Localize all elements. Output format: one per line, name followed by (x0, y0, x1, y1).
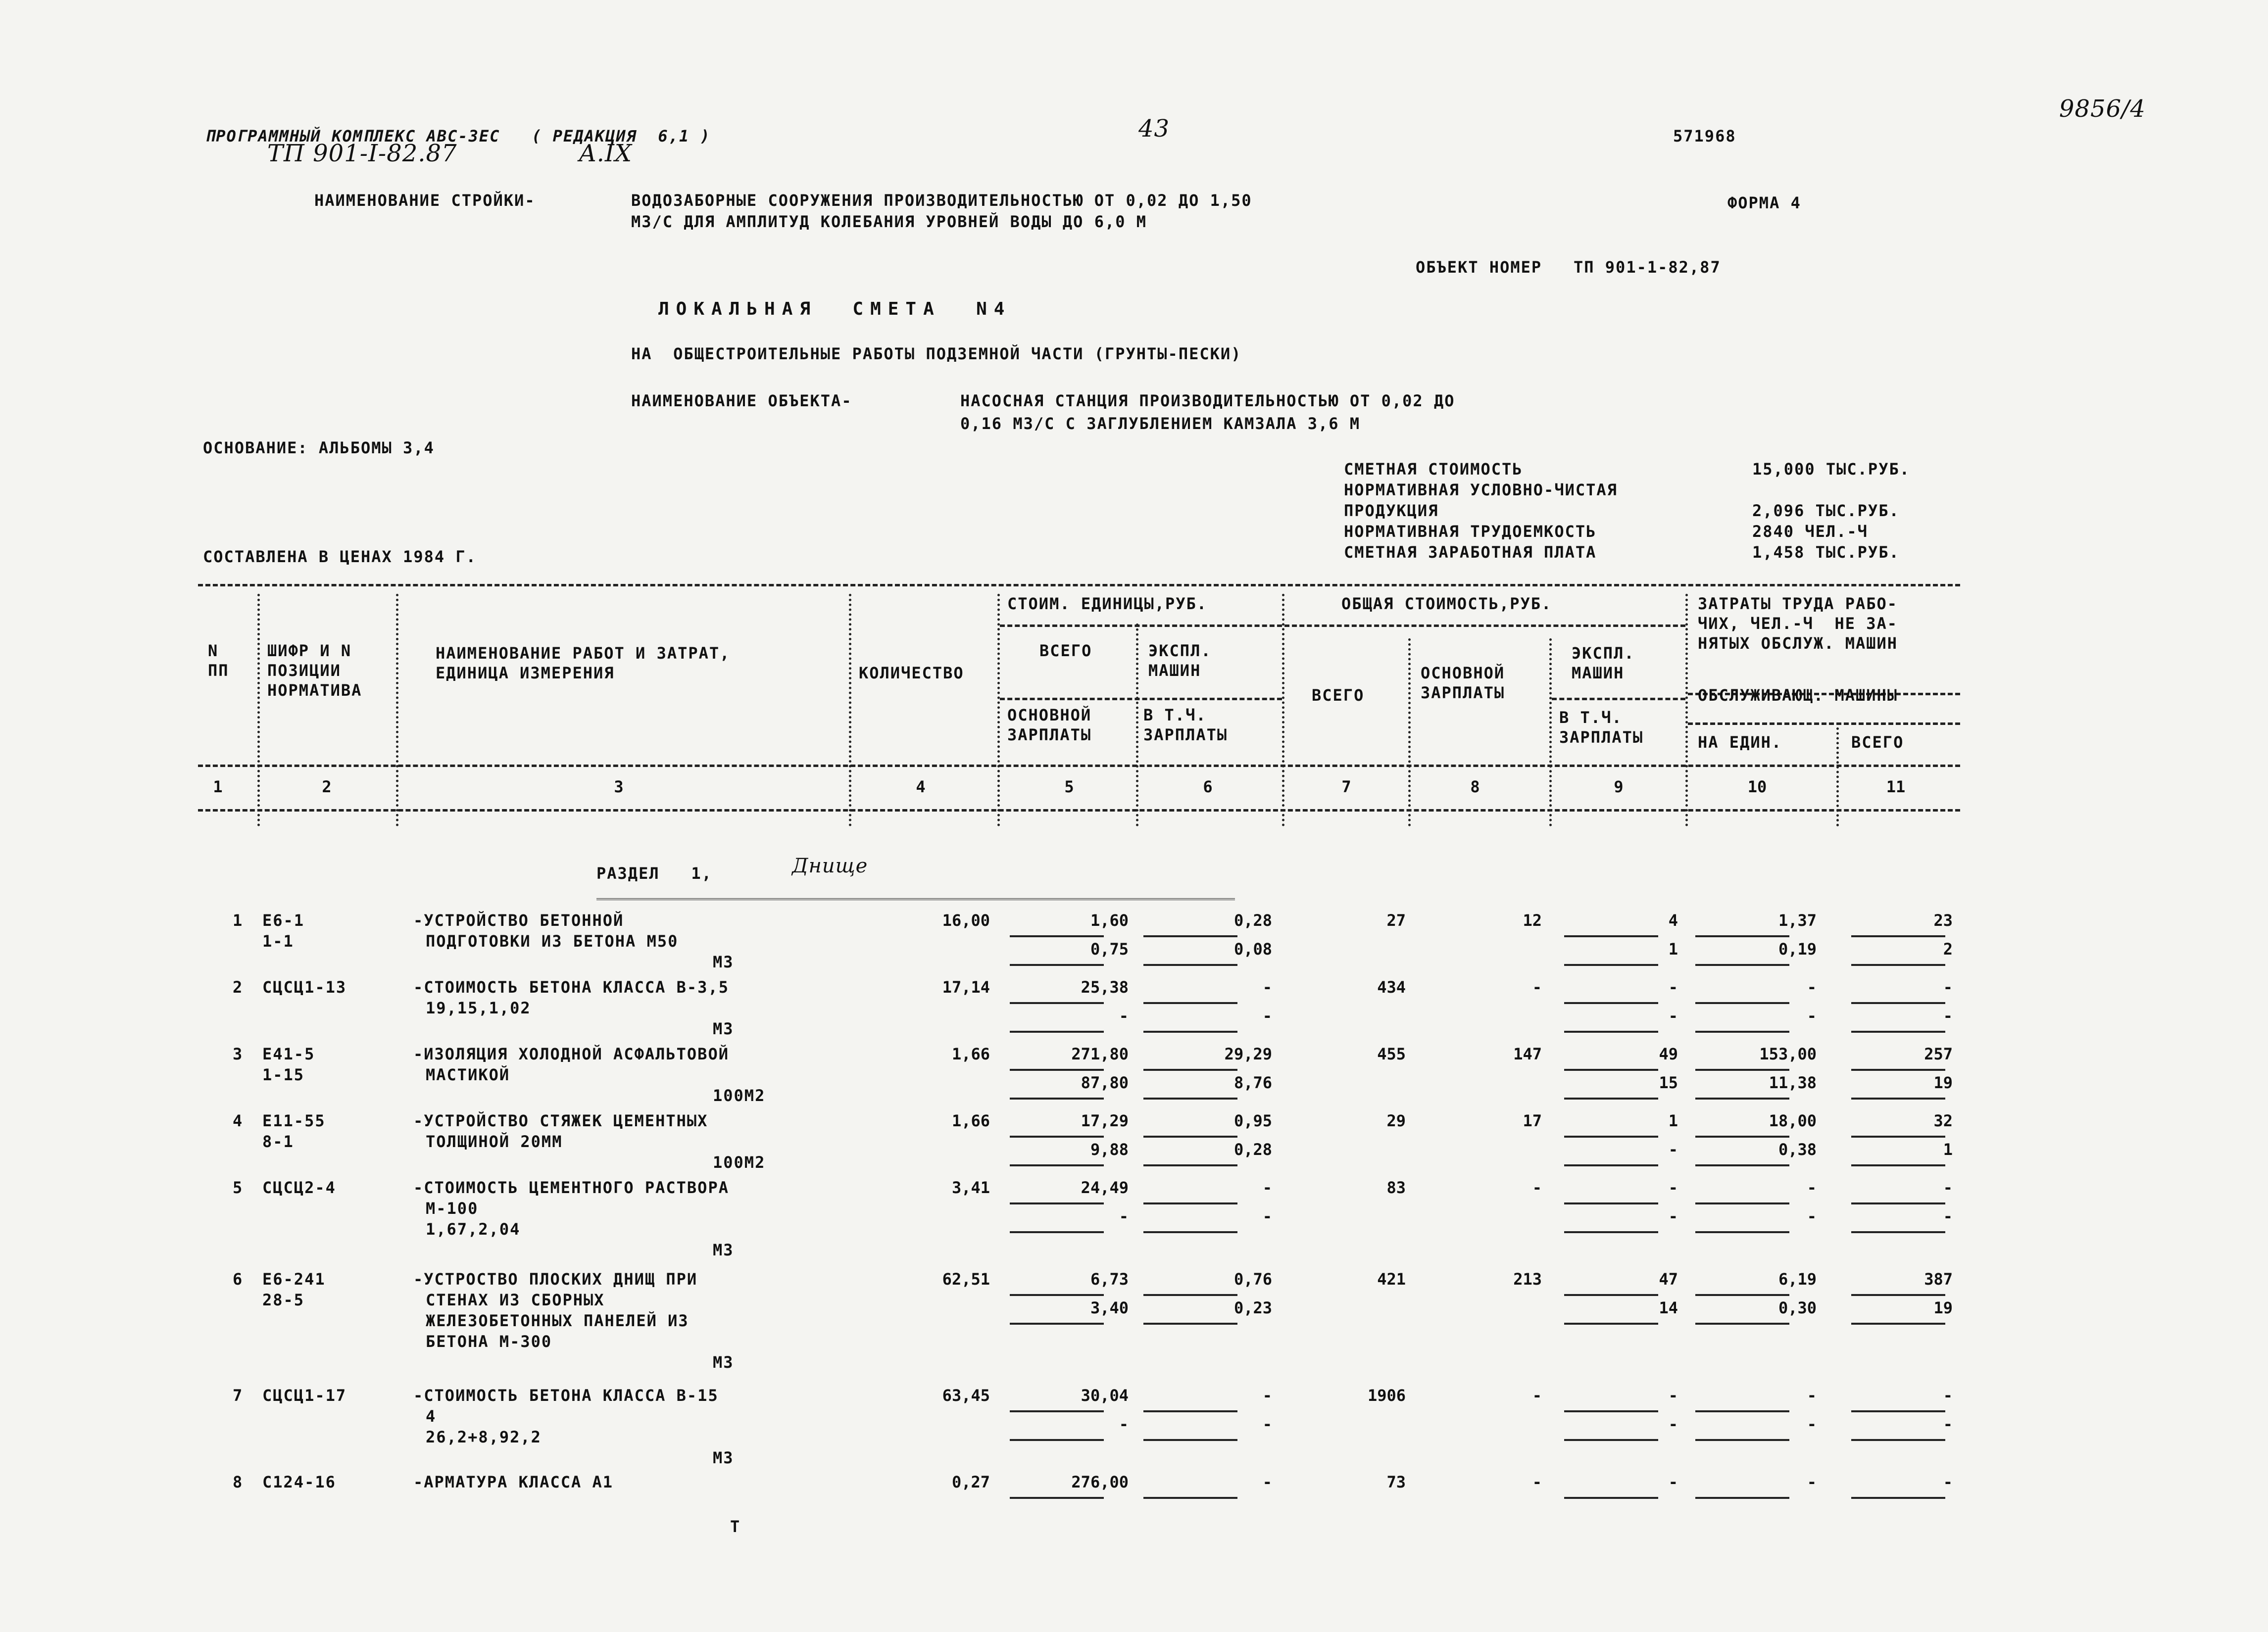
cell-separator (1010, 1497, 1104, 1499)
summary-value: 2840 ЧЕЛ.-Ч (1752, 522, 1868, 541)
cell-separator (1851, 964, 1945, 966)
section-underline (596, 898, 1235, 900)
cell-separator (1851, 1323, 1945, 1325)
cell-separator (1564, 1497, 1658, 1499)
cell-separator (1564, 1439, 1658, 1441)
row-cell-qty: 3,41 (951, 1178, 990, 1197)
row-cell-c11: - (1943, 1473, 1953, 1491)
cell-separator (1564, 1098, 1658, 1100)
head-vsego: ВСЕГО (1039, 641, 1092, 660)
row-cell-c9: - (1668, 1473, 1678, 1491)
cell-separator (1143, 935, 1237, 937)
row-code-position: 1-1 (262, 932, 294, 951)
row-cell-c8: 17 (1523, 1111, 1542, 1130)
row-unit: М3 (713, 953, 734, 971)
cell-separator (1851, 1069, 1945, 1071)
row-cell-c5: 24,49 (1081, 1178, 1129, 1197)
summary-label: ПРОДУКЦИЯ (1344, 501, 1439, 520)
row-unit: М3 (713, 1448, 734, 1467)
row-unit: 100М2 (713, 1153, 766, 1172)
head-t-osn: ОСНОВНОЙ ЗАРПЛАТЫ (1421, 664, 1505, 702)
row-code: Е11-55 (262, 1111, 326, 1130)
row-cell-c11: - (1943, 1386, 1953, 1405)
row-cell-c11b: - (1943, 1007, 1953, 1025)
row-cell-c10b: - (1807, 1415, 1817, 1434)
col-number: 9 (1614, 777, 1624, 796)
row-cell-c5: 6,73 (1090, 1270, 1129, 1289)
row-cell-qty: 63,45 (942, 1386, 990, 1405)
head-labor: ЗАТРАТЫ ТРУДА РАБО- ЧИХ, ЧЕЛ.-Ч НЕ ЗА- НЯТЫХ ОБСЛУЖ. МАШИН (1698, 594, 1898, 653)
row-cell-c11: - (1943, 1178, 1953, 1197)
row-cell-c5: 17,29 (1081, 1111, 1129, 1130)
row-code: С124-16 (262, 1473, 336, 1491)
row-cell-c9b: - (1668, 1207, 1678, 1226)
cell-separator (1695, 935, 1789, 937)
cell-separator (1564, 1410, 1658, 1412)
row-cell-c10: - (1807, 1178, 1817, 1197)
cell-separator (1851, 1231, 1945, 1233)
cell-separator (1143, 1439, 1237, 1441)
row-cell-c10b: 0,19 (1778, 940, 1817, 959)
row-cell-qty: 17,14 (942, 978, 990, 997)
summary-label: НОРМАТИВНАЯ УСЛОВНО-ЧИСТАЯ (1344, 480, 1618, 499)
numbers-bottom-rule (198, 809, 1960, 812)
head-na-ed: НА ЕДИН. (1698, 733, 1782, 752)
row-cell-c9: 1 (1668, 1111, 1678, 1130)
cell-separator (1851, 1294, 1945, 1296)
col-number: 7 (1341, 777, 1351, 796)
head-total-cost: ОБЩАЯ СТОИМОСТЬ,РУБ. (1341, 594, 1552, 613)
row-name: -АРМАТУРА КЛАССА А1 (413, 1473, 614, 1491)
object-number: ОБЪЕКТ НОМЕР ТП 901-1-82,87 (1416, 258, 1721, 277)
row-cell-c6: - (1262, 1178, 1272, 1197)
row-cell-c7: 434 (1377, 978, 1406, 997)
stroika-label: НАИМЕНОВАНИЕ СТРОЙКИ- (314, 191, 536, 210)
cell-separator (1695, 1294, 1789, 1296)
row-cell-c11b: - (1943, 1415, 1953, 1434)
head-vt-zp: В Т.Ч. ЗАРПЛАТЫ (1143, 706, 1228, 744)
row-cell-c6b: 0,23 (1233, 1298, 1272, 1317)
cell-separator (1695, 1069, 1789, 1071)
row-cell-c5b: - (1119, 1415, 1129, 1434)
row-cell-c10: 153,00 (1759, 1045, 1817, 1063)
cell-separator (1564, 1136, 1658, 1138)
row-cell-c6b: - (1262, 1007, 1272, 1025)
row-name-line2: ПОДГОТОВКИ ИЗ БЕТОНА М50 (426, 932, 679, 951)
row-cell-c5b: 9,88 (1090, 1140, 1129, 1159)
row-cell-c9: - (1668, 1386, 1678, 1405)
row-name-line2: СТЕНАХ ИЗ СБОРНЫХ (426, 1291, 605, 1309)
cell-separator (1695, 1098, 1789, 1100)
row-name: -ИЗОЛЯЦИЯ ХОЛОДНОЙ АСФАЛЬТОВОЙ (413, 1045, 729, 1063)
row-cell-c6b: 8,76 (1233, 1073, 1272, 1092)
row-cell-c10b: 11,38 (1769, 1073, 1817, 1092)
stroika-line1: ВОДОЗАБОРНЫЕ СООРУЖЕНИЯ ПРОИЗВОДИТЕЛЬНОСТЬЮ ОТ 0,02 ДО 1,50 (631, 191, 1252, 210)
cell-separator (1695, 1323, 1789, 1325)
row-cell-c5: 25,38 (1081, 978, 1129, 997)
head-unit-cost: СТОИМ. ЕДИНИЦЫ,РУБ. (1007, 594, 1208, 613)
row-cell-c8: - (1532, 1473, 1542, 1491)
doc-title: ЛОКАЛЬНАЯ СМЕТА N4 (658, 299, 1012, 319)
row-name-line4: БЕТОНА М-300 (426, 1332, 552, 1351)
row-cell-c6b: 0,28 (1233, 1140, 1272, 1159)
row-cell-c6: - (1262, 1473, 1272, 1491)
col-divider (257, 594, 260, 826)
row-code: СЦСЦ1-17 (262, 1386, 347, 1405)
head-col2: ШИФР И N ПОЗИЦИИ НОРМАТИВА (267, 641, 362, 700)
row-cell-c9: 47 (1659, 1270, 1678, 1289)
row-cell-c10: 18,00 (1769, 1111, 1817, 1130)
cell-separator (1695, 1002, 1789, 1004)
col-number: 1 (213, 777, 223, 796)
row-cell-c10b: 0,30 (1778, 1298, 1817, 1317)
section-name: Днище (792, 855, 868, 877)
row-cell-c11: 387 (1924, 1270, 1953, 1289)
col-number: 10 (1747, 777, 1767, 796)
head-ekspl: ЭКСПЛ. МАШИН (1148, 641, 1212, 680)
row-name: -СТОИМОСТЬ ЦЕМЕНТНОГО РАСТВОРА (413, 1178, 729, 1197)
row-name-line3: 1,67,2,04 (426, 1220, 521, 1239)
row-cell-c9b: - (1668, 1007, 1678, 1025)
row-cell-c8: 213 (1513, 1270, 1542, 1289)
cell-separator (1564, 1031, 1658, 1033)
object-line1: НАСОСНАЯ СТАНЦИЯ ПРОИЗВОДИТЕЛЬНОСТЬЮ ОТ 0,02 ДО (960, 391, 1455, 410)
row-cell-c10b: - (1807, 1007, 1817, 1025)
head-col4: КОЛИЧЕСТВО (859, 664, 964, 682)
row-cell-c11b: 2 (1943, 940, 1953, 959)
row-name-line3: 26,2+8,92,2 (426, 1428, 542, 1446)
cell-separator (1010, 1069, 1104, 1071)
cell-separator (1010, 1164, 1104, 1166)
cell-separator (1143, 1136, 1237, 1138)
row-cell-c10: - (1807, 1473, 1817, 1491)
row-number: 3 (233, 1045, 244, 1063)
row-cell-c5: 1,60 (1090, 911, 1129, 930)
row-number: 8 (233, 1473, 244, 1491)
cell-separator (1851, 1202, 1945, 1204)
row-cell-c10b: - (1807, 1207, 1817, 1226)
row-cell-c5: 276,00 (1071, 1473, 1129, 1491)
row-name-line3: ЖЕЛЕЗОБЕТОННЫХ ПАНЕЛЕЙ ИЗ (426, 1311, 689, 1330)
stroika-line2: М3/С ДЛЯ АМПЛИТУД КОЛЕБАНИЯ УРОВНЕЙ ВОДЫ ДО 6,0 М (631, 212, 1147, 231)
row-unit: 100М2 (713, 1086, 766, 1105)
cell-separator (1851, 1439, 1945, 1441)
page-number: 43 (1138, 115, 1170, 143)
cell-separator (1143, 1098, 1237, 1100)
row-cell-c8: 147 (1513, 1045, 1542, 1063)
cell-separator (1010, 1410, 1104, 1412)
cell-separator (1695, 1231, 1789, 1233)
row-name: -УСТРОСТВО ПЛОСКИХ ДНИЩ ПРИ (413, 1270, 698, 1289)
row-code: СЦСЦ1-13 (262, 978, 347, 997)
row-number: 2 (233, 978, 244, 997)
row-cell-c5b: 0,75 (1090, 940, 1129, 959)
row-cell-c8: - (1532, 1386, 1542, 1405)
cell-separator (1851, 1002, 1945, 1004)
row-unit: М3 (713, 1241, 734, 1259)
cell-separator (1564, 1231, 1658, 1233)
cell-separator (1564, 964, 1658, 966)
row-name-line2: МАСТИКОЙ (426, 1065, 510, 1084)
row-cell-c9: 49 (1659, 1045, 1678, 1063)
row-cell-c5: 271,80 (1071, 1045, 1129, 1063)
row-code: Е6-241 (262, 1270, 326, 1289)
cell-separator (1010, 935, 1104, 937)
section-label: РАЗДЕЛ 1, (596, 864, 712, 883)
row-cell-qty: 16,00 (942, 911, 990, 930)
col-divider (1136, 624, 1138, 826)
cell-separator (1143, 1231, 1237, 1233)
cell-separator (1564, 1069, 1658, 1071)
prices-year: СОСТАВЛЕНА В ЦЕНАХ 1984 Г. (203, 547, 477, 566)
row-unit: Т (730, 1517, 741, 1536)
col-divider (1549, 638, 1552, 826)
row-cell-c6b: - (1262, 1207, 1272, 1226)
col-number: 2 (322, 777, 332, 796)
row-name-line2: 19,15,1,02 (426, 999, 531, 1017)
row-code: Е6-1 (262, 911, 305, 930)
cell-separator (1564, 1164, 1658, 1166)
header-bottom-rule (198, 765, 1960, 767)
cell-separator (1010, 1136, 1104, 1138)
row-number: 4 (233, 1111, 244, 1130)
cell-separator (1695, 964, 1789, 966)
row-cell-c5b: 87,80 (1081, 1073, 1129, 1092)
doc-subtitle: НА ОБЩЕСТРОИТЕЛЬНЫЕ РАБОТЫ ПОДЗЕМНОЙ ЧАСТИ (ГРУНТЫ-ПЕСКИ) (631, 344, 1242, 363)
col-number: 6 (1203, 777, 1213, 796)
row-cell-c10: 1,37 (1778, 911, 1817, 930)
cell-separator (1143, 1202, 1237, 1204)
row-cell-c7: 73 (1386, 1473, 1406, 1491)
row-code-position: 1-15 (262, 1065, 305, 1084)
cell-separator (1010, 1294, 1104, 1296)
row-cell-c11b: 19 (1933, 1073, 1953, 1092)
row-cell-c6: 29,29 (1224, 1045, 1272, 1063)
cell-separator (1851, 935, 1945, 937)
col-number: 8 (1470, 777, 1480, 796)
row-cell-c10b: 0,38 (1778, 1140, 1817, 1159)
cell-separator (1564, 935, 1658, 937)
row-cell-c6: - (1262, 1386, 1272, 1405)
row-unit: М3 (713, 1019, 734, 1038)
row-cell-c8: 12 (1523, 911, 1542, 930)
cell-separator (1851, 1098, 1945, 1100)
handwritten-tp-code: ТП 901-I-82.87 (267, 140, 457, 167)
cell-separator (1143, 1294, 1237, 1296)
cell-separator (1010, 1323, 1104, 1325)
cell-separator (1010, 1002, 1104, 1004)
cell-separator (1851, 1410, 1945, 1412)
row-number: 1 (233, 911, 244, 930)
object-line2: 0,16 М3/С С ЗАГЛУБЛЕНИЕМ КАМЗАЛА 3,6 М (960, 414, 1361, 433)
cell-separator (1695, 1136, 1789, 1138)
col-divider (1282, 594, 1284, 826)
summary-value: 15,000 ТЫС.РУБ. (1752, 460, 1910, 479)
cell-separator (1010, 1231, 1104, 1233)
row-cell-c9: - (1668, 978, 1678, 997)
cell-separator (1564, 1202, 1658, 1204)
col-number: 3 (614, 777, 624, 796)
row-cell-c7: 27 (1386, 911, 1406, 930)
row-cell-c6: - (1262, 978, 1272, 997)
row-cell-c5: 30,04 (1081, 1386, 1129, 1405)
col-divider (1685, 594, 1688, 826)
row-cell-c9: - (1668, 1178, 1678, 1197)
col-number: 5 (1064, 777, 1074, 796)
cell-separator (1564, 1294, 1658, 1296)
row-number: 6 (233, 1270, 244, 1289)
summary-value: 1,458 ТЫС.РУБ. (1752, 543, 1900, 562)
row-cell-c11b: - (1943, 1207, 1953, 1226)
handwritten-album: A.IX (579, 140, 633, 167)
header-inner-rule (1552, 698, 1685, 700)
row-name: -УСТРОЙСТВО БЕТОННОЙ (413, 911, 624, 930)
row-cell-c6: 0,28 (1233, 911, 1272, 930)
row-cell-c10: - (1807, 1386, 1817, 1405)
cell-separator (1143, 1164, 1237, 1166)
row-unit: М3 (713, 1353, 734, 1372)
object-label: НАИМЕНОВАНИЕ ОБЪЕКТА- (631, 391, 852, 410)
cell-separator (1695, 1202, 1789, 1204)
cell-separator (1010, 1202, 1104, 1204)
cell-separator (1143, 1323, 1237, 1325)
cell-separator (1695, 1439, 1789, 1441)
row-cell-c9b: 14 (1659, 1298, 1678, 1317)
row-cell-c10: - (1807, 978, 1817, 997)
row-cell-c7: 29 (1386, 1111, 1406, 1130)
row-cell-c8: - (1532, 978, 1542, 997)
cell-separator (1851, 1031, 1945, 1033)
row-name-line2: М-100 (426, 1199, 479, 1218)
col-divider (997, 594, 1000, 826)
row-cell-qty: 1,66 (951, 1111, 990, 1130)
col-number: 4 (916, 777, 926, 796)
col-divider (1836, 727, 1839, 826)
head-labor2: ОБСЛУЖИВАЮЩ. МАШИНЫ (1698, 686, 1898, 705)
cell-separator (1010, 964, 1104, 966)
row-cell-c6b: 0,08 (1233, 940, 1272, 959)
row-name: -СТОИМОСТЬ БЕТОНА КЛАССА В-3,5 (413, 978, 729, 997)
row-cell-c11: 257 (1924, 1045, 1953, 1063)
row-cell-c9b: - (1668, 1140, 1678, 1159)
row-cell-c10: 6,19 (1778, 1270, 1817, 1289)
row-cell-c6b: - (1262, 1415, 1272, 1434)
head-osn-zp: ОСНОВНОЙ ЗАРПЛАТЫ (1007, 706, 1092, 744)
cell-separator (1143, 1069, 1237, 1071)
header-inner-rule (1284, 624, 1685, 627)
row-name: -УСТРОЙСТВО СТЯЖЕК ЦЕМЕНТНЫХ (413, 1111, 708, 1130)
row-cell-c11: 23 (1933, 911, 1953, 930)
row-name: -СТОИМОСТЬ БЕТОНА КЛАССА В-15 (413, 1386, 719, 1405)
cell-separator (1143, 1410, 1237, 1412)
row-cell-c5b: - (1119, 1207, 1129, 1226)
row-cell-qty: 62,51 (942, 1270, 990, 1289)
head-col3: НАИМЕНОВАНИЕ РАБОТ И ЗАТРАТ, ЕДИНИЦА ИЗМЕРЕНИЯ (436, 644, 731, 682)
head-t-ekspl: ЭКСПЛ. МАШИН (1572, 644, 1635, 682)
row-cell-c7: 83 (1386, 1178, 1406, 1197)
cell-separator (1564, 1002, 1658, 1004)
summary-label: СМЕТНАЯ СТОИМОСТЬ (1344, 460, 1523, 479)
cell-separator (1695, 1164, 1789, 1166)
row-cell-c7: 455 (1377, 1045, 1406, 1063)
row-cell-c8: - (1532, 1178, 1542, 1197)
head-t-vsego: ВСЕГО (1312, 686, 1365, 705)
cell-separator (1851, 1497, 1945, 1499)
cell-separator (1143, 1002, 1237, 1004)
row-cell-c5b: 3,40 (1090, 1298, 1129, 1317)
row-code-position: 8-1 (262, 1132, 294, 1151)
row-cell-c11: - (1943, 978, 1953, 997)
header-inner-rule (1000, 624, 1282, 627)
row-number: 5 (233, 1178, 244, 1197)
cell-separator (1010, 1031, 1104, 1033)
row-cell-c6: 0,76 (1233, 1270, 1272, 1289)
header-top-rule (198, 584, 1960, 586)
row-cell-c9b: 1 (1668, 940, 1678, 959)
row-cell-c7: 421 (1377, 1270, 1406, 1289)
cell-separator (1851, 1136, 1945, 1138)
row-cell-qty: 1,66 (951, 1045, 990, 1063)
head-l-vsego: ВСЕГО (1851, 733, 1904, 752)
row-cell-c9b: - (1668, 1415, 1678, 1434)
row-cell-c6: 0,95 (1233, 1111, 1272, 1130)
row-cell-c7: 1906 (1367, 1386, 1406, 1405)
row-code: Е41-5 (262, 1045, 315, 1063)
cell-separator (1695, 1410, 1789, 1412)
header-inner-rule (1688, 722, 1960, 725)
cell-separator (1143, 964, 1237, 966)
col-divider (396, 594, 398, 826)
row-code: СЦСЦ2-4 (262, 1178, 336, 1197)
col-number: 11 (1886, 777, 1906, 796)
cell-separator (1010, 1439, 1104, 1441)
cell-separator (1143, 1031, 1237, 1033)
program-line: ПРОГРАММНЫЙ КОМПЛЕКС АВС-3ЕС ( РЕДАКЦИЯ 6,1 ) (205, 127, 711, 145)
cell-separator (1010, 1098, 1104, 1100)
row-cell-qty: 0,27 (951, 1473, 990, 1491)
row-cell-c11b: 1 (1943, 1140, 1953, 1159)
row-cell-c11b: 19 (1933, 1298, 1953, 1317)
row-code-position: 28-5 (262, 1291, 305, 1309)
col-divider (849, 594, 851, 826)
basis: ОСНОВАНИЕ: АЛЬБОМЫ 3,4 (203, 438, 435, 457)
row-cell-c11: 32 (1933, 1111, 1953, 1130)
summary-label: НОРМАТИВНАЯ ТРУДОЕМКОСТЬ (1344, 522, 1597, 541)
summary-label: СМЕТНАЯ ЗАРАБОТНАЯ ПЛАТА (1344, 543, 1597, 562)
cell-separator (1143, 1497, 1237, 1499)
row-cell-c5b: - (1119, 1007, 1129, 1025)
row-name-line2: ТОЛЩИНОЙ 20ММ (426, 1132, 563, 1151)
summary-value: 2,096 ТЫС.РУБ. (1752, 501, 1900, 520)
row-cell-c9: 4 (1668, 911, 1678, 930)
row-cell-c9b: 15 (1659, 1073, 1678, 1092)
cell-separator (1695, 1031, 1789, 1033)
row-number: 7 (233, 1386, 244, 1405)
cell-separator (1851, 1164, 1945, 1166)
col-divider (1408, 638, 1411, 826)
cell-separator (1564, 1323, 1658, 1325)
forma-label: ФОРМА 4 (1727, 193, 1801, 212)
header-inner-rule (1000, 698, 1282, 700)
code-right: 571968 (1673, 127, 1736, 145)
head-col1: N ПП (208, 641, 229, 680)
cell-separator (1695, 1497, 1789, 1499)
row-name-line2: 4 (426, 1407, 437, 1426)
handwritten-corner-number: 9856/4 (2059, 95, 2146, 123)
head-t-vt: В Т.Ч. ЗАРПЛАТЫ (1559, 708, 1644, 747)
